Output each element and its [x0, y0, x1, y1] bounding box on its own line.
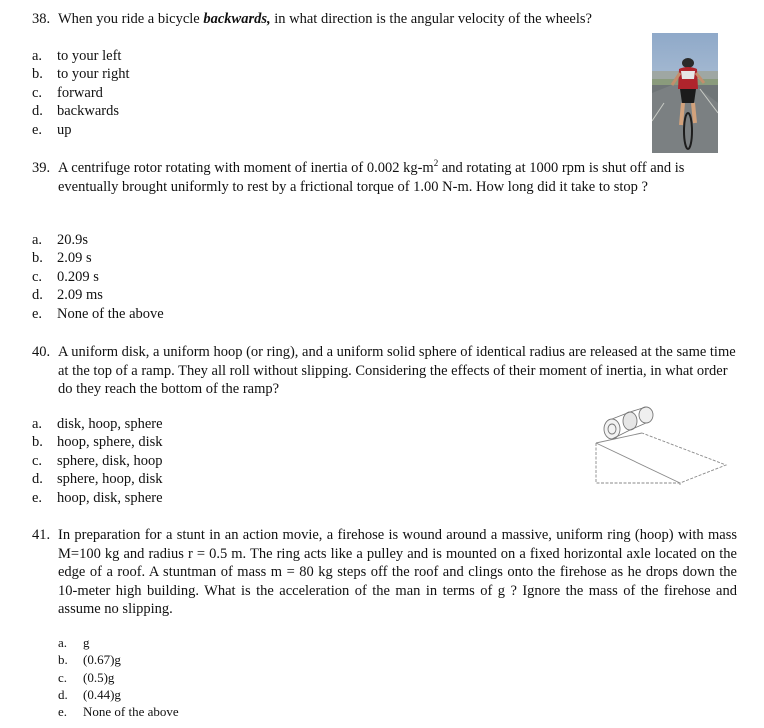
- option[interactable]: d. (0.44)g: [58, 686, 121, 702]
- question-text: A centrifuge rotor rotating with moment of inertia of 0.002 $kg-m^2$ and rotating at 1000 rpm is shut off and is eventually brought uniformly to rest by a frictional torque of 1.00 N-m. How long did it take to stop ?: [58, 158, 685, 195]
- question-number: 40.: [32, 344, 51, 360]
- option[interactable]: a. to your left: [32, 48, 122, 64]
- question-text: In preparation for a stunt in an action movie, a firehose is wound around a massive, uniform ring (hoop) with mass M=100 kg and radius r = 0.5 m. The ring acts like a pulley and is mounted on a fixed horizontal axle located on the edge of a roof. A stuntman of mass m = 80 kg steps off the roof and clings onto the firehose as he drops down the 10-meter high building. What is the acceleration of the man in terms of g ? Ignore the mass of the firehose and assume no slipping.: [58, 527, 737, 617]
- option[interactable]: e. hoop, disk, sphere: [32, 489, 163, 506]
- options-41: [58, 634, 179, 720]
- options-39: [32, 231, 164, 323]
- option[interactable]: a. g: [58, 635, 90, 650]
- option[interactable]: c. (0.5)g: [58, 669, 115, 685]
- option[interactable]: b. 2.09 s: [32, 250, 92, 267]
- option[interactable]: c. 0.209 s: [32, 268, 99, 285]
- option[interactable]: b. (0.67)g: [58, 652, 121, 668]
- option[interactable]: d. sphere, hoop, disk: [32, 471, 163, 488]
- option[interactable]: b. hoop, sphere, disk: [32, 434, 163, 451]
- option[interactable]: b. to your right: [32, 66, 130, 83]
- option[interactable]: c. sphere, disk, hoop: [32, 452, 163, 469]
- option[interactable]: a. disk, hoop, sphere: [32, 416, 163, 432]
- question-40: [32, 343, 737, 399]
- option[interactable]: d. backwards: [32, 103, 120, 120]
- question-39: [32, 159, 737, 196]
- options-38: [32, 47, 130, 139]
- question-number: 41.: [32, 527, 51, 543]
- option[interactable]: e. None of the above: [32, 305, 164, 322]
- cyclist-photo: [652, 33, 718, 153]
- question-text: A uniform disk, a uniform hoop (or ring), and a uniform solid sphere of identical radius are released at the same time at the top of a ramp. They all roll without slipping. Considering the effects of their moment of inertia, in what order do they reach the bottom of the ramp?: [58, 344, 736, 397]
- question-number: 38.: [32, 11, 51, 27]
- option[interactable]: a. 20.9s: [32, 232, 89, 248]
- question-41: [32, 526, 737, 619]
- question-text: When you ride a bicycle backwards, in what direction is the angular velocity of the wheels?: [58, 11, 592, 27]
- option[interactable]: c. forward: [32, 84, 103, 101]
- option[interactable]: d. 2.09 ms: [32, 287, 103, 304]
- ramp-diagram: [592, 405, 730, 487]
- option[interactable]: e. None of the above: [58, 704, 179, 720]
- question-number: 39.: [32, 160, 51, 176]
- options-40: [32, 415, 163, 507]
- question-38: [32, 10, 737, 29]
- option[interactable]: e. up: [32, 121, 72, 138]
